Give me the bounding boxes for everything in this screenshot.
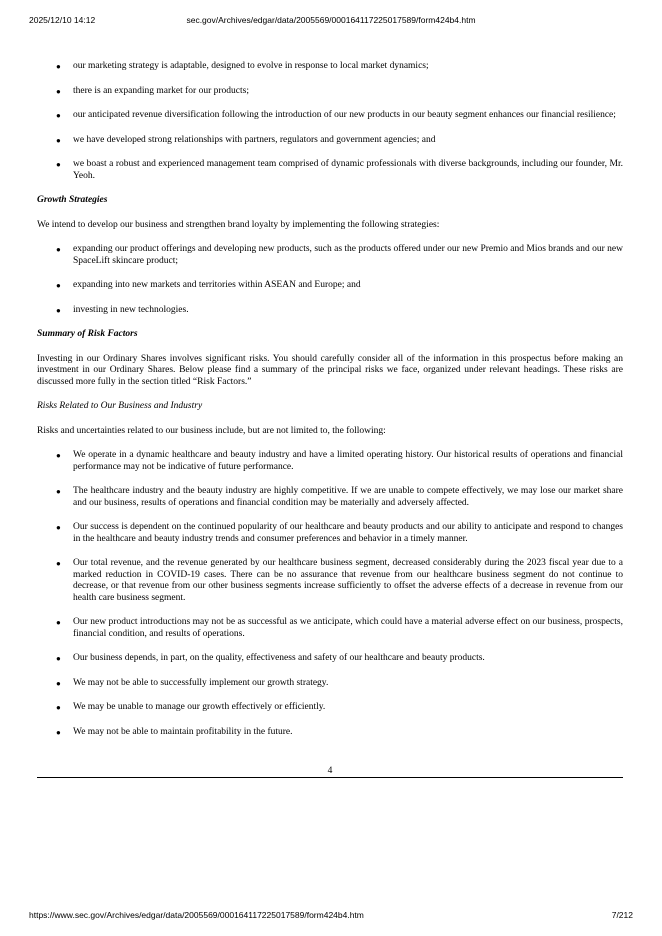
bullet-icon: ● (56, 135, 61, 145)
print-header (0, 15, 662, 27)
list-item: ● The healthcare industry and the beauty industry are highly competitive. If we are unable to compete effectively, we may lose our market share and our business, results of operations and financial condition may be materially and adversely affected. (56, 486, 623, 508)
risk-summary-intro: Investing in our Ordinary Shares involves significant risks. You should carefully consider all of the information in this prospectus before making an investment in our Ordinary Shares. Below please find a summary of the principal risks we face, organized under relevant headings. These risks are discussed more fully in the section titled “Risk Factors.” (37, 353, 623, 387)
list-item: ● We operate in a dynamic healthcare and beauty industry and have a limited operating history. Our historical results of operations and financial performance may not be indicative of future performance. (56, 450, 623, 472)
bullet-icon: ● (56, 618, 61, 627)
document-content (37, 61, 623, 751)
bullet-icon: ● (56, 86, 61, 96)
bullet-icon: ● (56, 654, 61, 663)
bullet-icon: ● (56, 451, 61, 460)
print-header-datetime: 2025/12/10 14:12 (29, 15, 96, 25)
page-number: 4 (327, 766, 333, 776)
list-item: ● expanding into new markets and territories within ASEAN and Europe; and (56, 280, 361, 290)
bullet-icon: ● (56, 487, 61, 496)
bullet-icon: ● (56, 160, 61, 169)
bullet-icon: ● (56, 678, 61, 688)
page-divider (37, 777, 623, 778)
business-risks-subheading: Risks Related to Our Business and Industry (37, 401, 203, 411)
list-item: ● We may be unable to manage our growth effectively or efficiently. (56, 702, 326, 712)
list-item: ● We may not be able to successfully implement our growth strategy. (56, 677, 329, 688)
print-header-title: sec.gov/Archives/edgar/data/2005569/000164117225017589/form424b4.htm (186, 15, 476, 25)
business-risks-list (37, 450, 623, 738)
bullet-icon: ● (56, 245, 61, 254)
bullet-icon: ● (56, 559, 61, 568)
print-footer-page-count: 7/212 (611, 910, 633, 920)
bullet-icon: ● (56, 703, 61, 712)
growth-strategies-intro: We intend to develop our business and strengthen brand loyalty by implementing the following strategies: (37, 219, 440, 230)
business-risks-intro: Risks and uncertainties related to our business include, but are not limited to, the following: (37, 425, 386, 436)
bullet-icon: ● (56, 727, 61, 737)
bullet-icon: ● (56, 523, 61, 532)
growth-strategies-list (37, 244, 623, 316)
list-item: ● investing in new technologies. (56, 304, 189, 315)
list-item: ● Our total revenue, and the revenue generated by our healthcare business segment, decreased considerably during the 2023 fiscal year due to a marked reduction in COVID-19 cases. There can be no assurance that revenue from our healthcare business segment do not continue to decrease, or that revenue from our other business segments increase sufficiently to offset the adverse effects of a decrease in revenue from our health care business segment. (56, 558, 623, 603)
risk-summary-heading: Summary of Risk Factors (37, 329, 138, 339)
list-item: ● we boast a robust and experienced management team comprised of dynamic professionals with diverse backgrounds, including our founder, Mr. Yeoh. (56, 159, 623, 181)
list-item: ● We may not be able to maintain profitability in the future. (56, 726, 293, 737)
bullet-icon: ● (56, 62, 61, 71)
bullet-icon: ● (56, 281, 61, 290)
growth-strategies-heading: Growth Strategies (37, 195, 108, 205)
print-footer (0, 910, 662, 922)
list-item: ● we have developed strong relationships with partners, regulators and government agencies; and (56, 134, 436, 145)
bullet-icon: ● (56, 111, 61, 120)
strengths-list (37, 61, 623, 182)
bullet-icon: ● (56, 305, 61, 315)
list-item: ● Our new product introductions may not be as successful as we anticipate, which could have a material adverse effect on our business, prospects, financial condition, and results of operations. (56, 617, 623, 639)
list-item: ● expanding our product offerings and developing new products, such as the products offered under our new Premio and Mios brands and our new SpaceLift skincare product; (56, 244, 623, 266)
print-footer-url: https://www.sec.gov/Archives/edgar/data/2005569/000164117225017589/form424b4.htm (29, 910, 364, 920)
list-item: ● Our success is dependent on the continued popularity of our healthcare and beauty products and our ability to anticipate and respond to changes in the healthcare and beauty industry trends and consumer preferences and behavior in a timely manner. (56, 522, 623, 544)
list-item: ● our anticipated revenue diversification following the introduction of our new products in our beauty segment enhances our financial resilience; (56, 110, 616, 120)
list-item: ● our marketing strategy is adaptable, designed to evolve in response to local market dynamics; (56, 61, 429, 71)
list-item: ● there is an expanding market for our products; (56, 85, 249, 96)
list-item: ● Our business depends, in part, on the quality, effectiveness and safety of our healthcare and beauty products. (56, 653, 485, 663)
